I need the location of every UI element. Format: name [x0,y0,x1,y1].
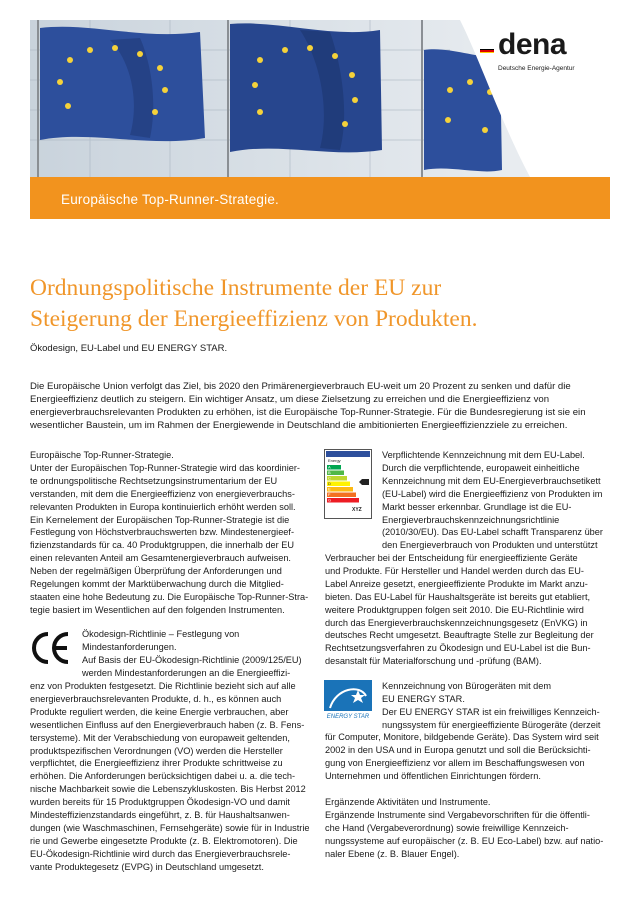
energy-star-body [325,731,615,783]
dena-logo [470,20,610,90]
section-heading: Ergänzende Aktivitäten und Instrumente. [325,797,491,807]
section-heading: Mindestanforderungen. [82,641,177,652]
label-class: E [328,486,331,492]
text-line: nische Machbarkeit sowie die Lebenszykluskosten. Bis Herbst 2012 [30,784,306,795]
label-class: C [328,475,331,481]
text-line: Rechtsetzungsverfahren zu Ökodesign und EU-Label ist die Bun- [325,643,591,654]
title-line: Ordnungspolitische Instrumente der EU zur [30,275,442,301]
ecodesign-body [30,680,322,874]
logo-wordmark: dena [498,28,567,61]
ce-mark-icon [30,628,70,668]
banner-title: Europäische Top-Runner-Strategie. [61,192,279,207]
text-line: und Produkte. Für Hersteller und Handel werden durch das EU- [325,565,584,576]
text-line: Mindesteffizienzstandards eingeführt, z. B. für Haushaltsanwen- [30,810,290,821]
text-line: nungssysteme auf europäischer (z. B. EU Eco-Label) bzw. auf natio- [325,835,604,846]
text-line: werden Mindestanforderungen an die Energieeffizi- [82,667,291,678]
label-model: XYZ [352,507,362,513]
eu-label-body [325,552,615,668]
intro-line: Die Europäische Union verfolgt das Ziel, bis 2020 den Primärenergieverbrauch EU-weit um 20 Prozent zu senken und dafür die [30,381,571,392]
text-line: staaten eine hohe Bedeutung zu. Die Europäische Top-Runner-Stra- [30,591,309,602]
energy-star-icon [324,680,372,720]
text-line: Kennzeichnung mit dem EU-Energieverbrauchsetikett [382,475,601,486]
text-line: vante Produktegesetz (EVPG) in Deutschland umgesetzt. [30,861,264,872]
text-line: dungen (wie Waschmaschinen, Fernsehgeräte) sowie für in Industrie [30,822,310,833]
text-line: desanstalt für Materialforschung und -prüfung (BAM). [325,656,542,667]
text-line: wesentlichen Einfluss auf den Energieverbrauch haben (z. B. Fens- [30,719,305,730]
text-line: Der EU ENERGY STAR ist ein freiwilliges Kennzeich- [382,706,600,717]
toprunner-section [30,449,320,617]
text-line: nungssystem für energieeffiziente Bürogeräte (derzeit [382,719,601,730]
logo-tagline: Deutsche Energie-Agentur [498,65,575,72]
label-class: G [328,497,332,503]
label-energy-text: Energy [328,458,341,463]
intro-paragraph [30,380,610,432]
text-line: Festlegung von Höchstverbrauchswerten bzw. Mindestenergieef- [30,527,295,538]
label-class: A [328,464,331,470]
text-line: (EU-Label) wird die Energieeffizienz von Produkten im [382,488,603,499]
orange-banner [30,177,610,219]
text-line: weitere Produktgruppen folgen seit 2010. Die EU-Richtlinie wird [325,604,584,615]
text-line: Regelungen kommt der Marktüberwachung durch die Mitglied- [30,579,284,590]
text-line: Unter der Europäischen Top-Runner-Strategie wird das koordinier- [30,462,300,473]
text-line: wurden bereits für 15 Produktgruppen Ökodesign-VO und damit [30,797,290,808]
text-line: tersysteme). Mit der Verabschiedung von europaweit geltenden, [30,732,290,743]
text-line: che Hand (Vergabeverordnung) sowie freiwillige Kennzeich- [325,822,569,833]
text-line: einen relevanten Anteil am Gesamtenergieverbrauch aufweisen. [30,553,291,564]
section-heading: Ökodesign-Richtlinie – Festlegung von [82,629,240,639]
text-line: Unternehmen und öffentlichen Einrichtungen fördern. [325,770,541,781]
intro-line: wesentlicher Baustein, um im Rahmen der Energiewende in Deutschland die ambitionierten Energieeffizienzziele zu erreichen. [30,420,568,431]
section-heading: Europäische Top-Runner-Strategie. [30,450,174,460]
energy-star-heading-block [382,680,614,732]
text-line: EU-Ökodesign-Richtlinie wird durch das Energieverbrauchsrele- [30,848,291,859]
text-line: Neben der regelmäßigen Überprüfung der Anforderungen und [30,566,282,577]
ecodesign-heading-block [82,628,322,680]
text-line: Ein Kernelement der Europäischen Top-Runner-Strategie ist die [30,514,290,525]
text-line: Verbraucher bei der Entscheidung für energieeffiziente Geräte [325,553,578,563]
text-line: energieverbrauchsrelevanten Produkte, d. h., es können auch [30,693,282,704]
text-line: Auf Basis der EU-Ökodesign-Richtlinie (2009/125/EU) [82,654,302,665]
text-line: durch das Energieverbrauchskennzeichnungsgesetz (EnVKG) in [325,617,588,628]
text-line: naler Ebene (z. B. Blauer Engel). [325,848,460,859]
text-line: gung von Energieeffizienz vor allem im Beschaffungswesen von [325,757,585,768]
text-line: deutsches Recht umgesetzt. Beauftragte Stelle zur Begleitung der [325,630,594,641]
text-line: rie und Gewerbe eingesetzte Produkte (z. B. Elektromotoren). Die [30,835,298,846]
text-line: fizienzstandards für ca. 40 Produktgruppen, die innerhalb der EU [30,540,295,551]
text-line: te ordnungspolitische Rechtsetzungsinstrumentarium der EU [30,475,278,486]
text-line: bieten. Das EU-Label für Haushaltsgeräte ist bereits gut etabliert, [325,591,591,602]
text-line: Produkte reguliert werden, die keine Energie verbrauchen, aber [30,706,289,717]
section-heading: Kennzeichnung von Bürogeräten mit dem [382,681,552,691]
text-line: tegie basiert im Wesentlichen auf den folgenden Instrumenten. [30,604,285,615]
text-line: Label Anreize gesetzt, energieeffiziente Produkte im Markt anzu- [325,578,588,589]
eu-label-heading-block [382,449,614,552]
subtitle: Ökodesign, EU-Label und EU ENERGY STAR. [30,343,228,354]
text-line: Markt besser erkennbar. Grundlage ist die EU- [382,501,572,512]
intro-line: Energieeffizienz deutlich zu steigern. Ein wichtiger Ansatz, um diese Zielsetzung zu erreichen und die Energieeffizienz von [30,394,550,405]
hero-image [30,20,610,177]
text-line: den Energieverbrauch von Produkten und unterstützt [382,540,598,551]
text-line: für Computer, Monitore, bildgebende Geräte). Das System wird seit [325,732,599,742]
page-title [30,273,610,335]
text-line: erhöhen. Die Anforderungen berücksichtigen dabei u. a. die tech- [30,771,296,782]
energy-star-badge-text: ENERGY STAR [326,714,370,720]
title-line: Steigerung der Energieeffizienz von Produkten. [30,306,478,332]
supplementary-section [325,796,615,861]
label-class: F [328,492,331,498]
section-heading: Verpflichtende Kennzeichnung mit dem EU-Label. [382,450,585,460]
text-line: relevanten Produkten in Europa kontinuierlich erhöht werden soll. [30,501,296,512]
text-line: 2002 in den USA und in Europa genutzt und soll die Berücksichti- [325,744,591,755]
label-class: D [328,481,331,487]
text-line: Ergänzende Instrumente sind Vergabevorschriften für die öffentli- [325,809,590,820]
german-flag-mark [480,49,494,53]
section-heading: EU ENERGY STAR. [382,693,465,704]
text-line: Energieverbrauchskennzeichnungsrichtlinie [382,514,560,525]
label-class: B [328,470,331,476]
text-line: verstanden, mit dem die Energieeffizienz von energieverbrauchs- [30,488,295,499]
text-line: verpflichtet, die Energieeffizienz ihrer Produkte schrittweise zu [30,758,283,769]
text-line: produktspezifischen Verordnungen (VO) werden die Hersteller [30,745,283,756]
eu-energy-label-icon [324,449,372,519]
text-line: (2010/30/EU). Das EU-Label schafft Transparenz über [382,527,603,538]
text-line: enz von Produkten festgesetzt. Die Richtlinie bezieht sich auf alle [30,681,296,691]
text-line: Durch die verpflichtende, europaweit einheitliche [382,462,580,473]
intro-line: energieverbrauchsrelevanten Produkten zu erhöhen, ist die Europäische Top-Runner-Strategie. Für die Bundesregierung ist sie ein [30,407,586,418]
